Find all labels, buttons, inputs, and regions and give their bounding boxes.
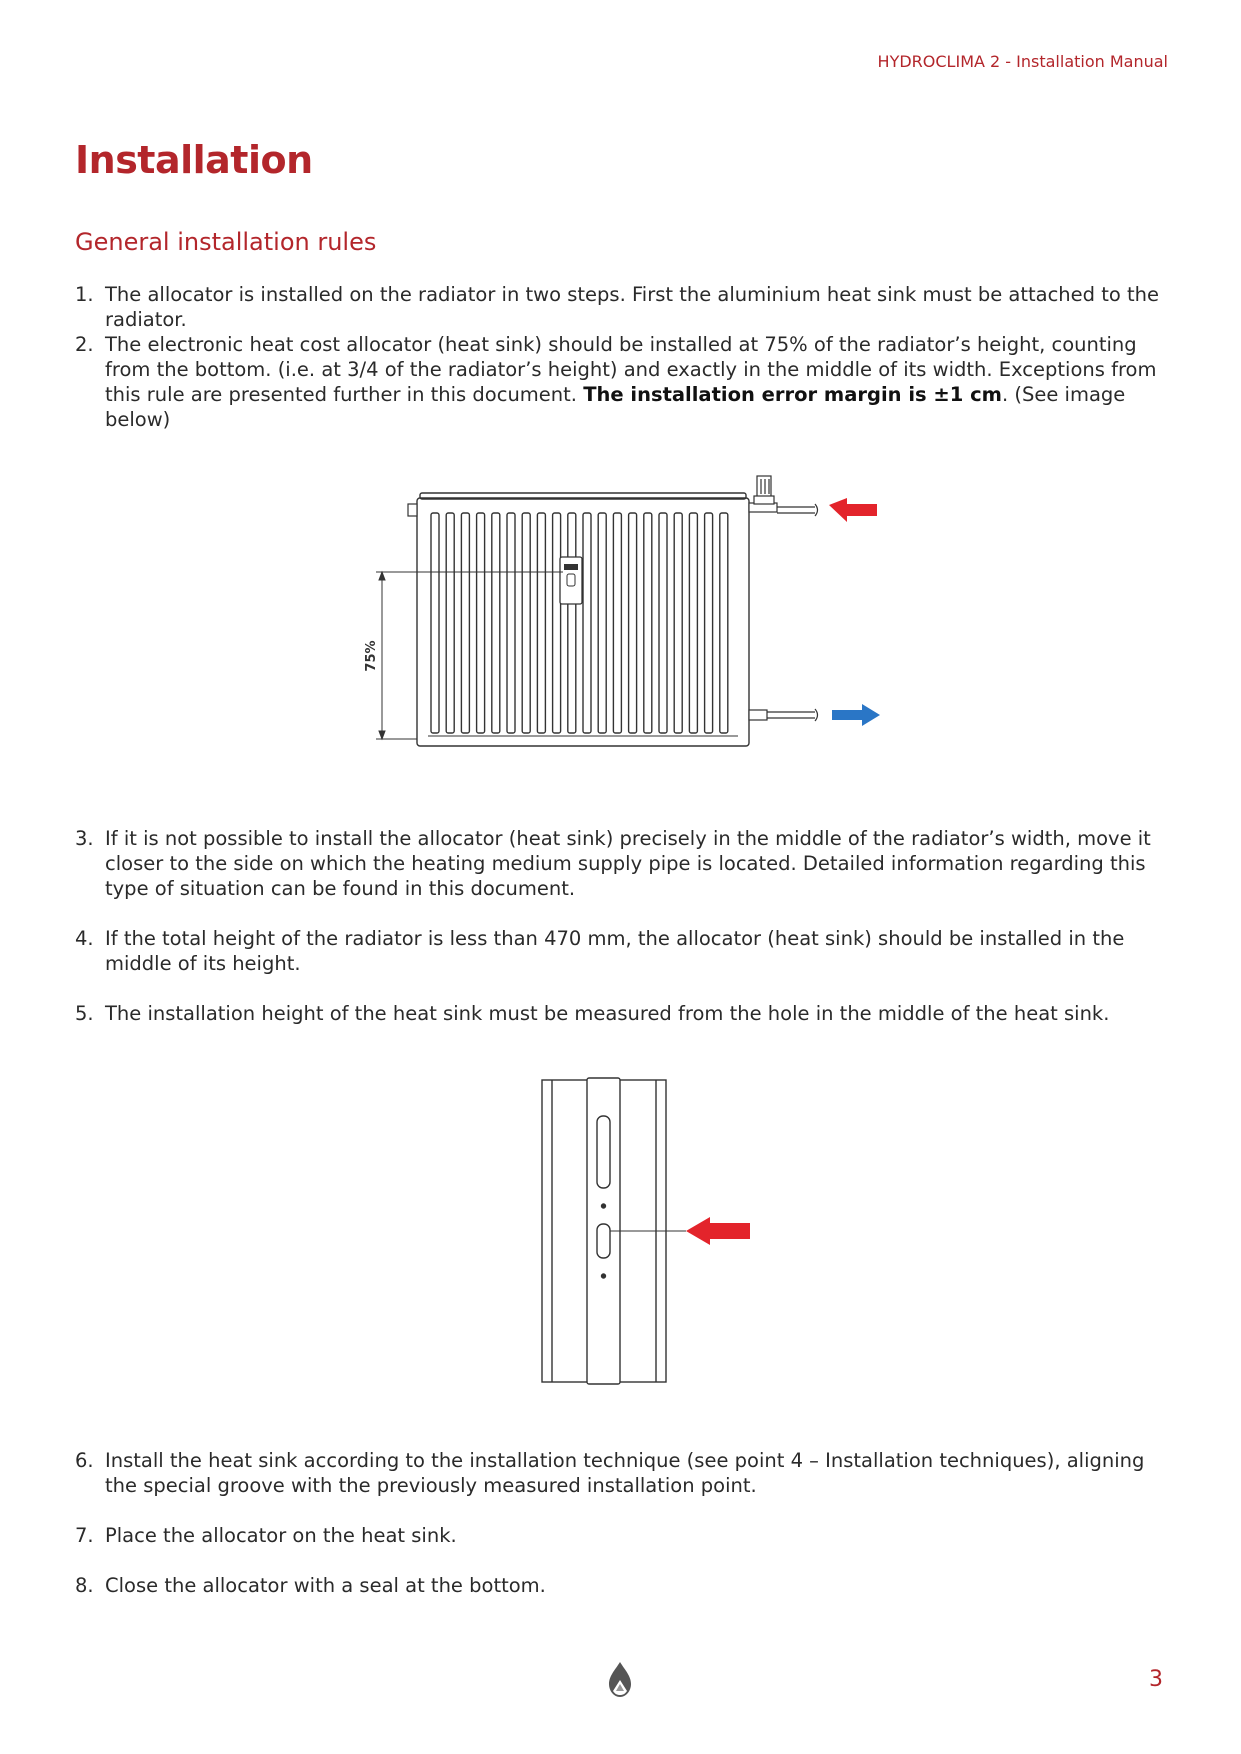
list-text: Close the allocator with a seal at the bottom. bbox=[105, 1574, 546, 1597]
heat-sink-diagram bbox=[540, 1070, 760, 1390]
list-number: 2. bbox=[75, 333, 94, 356]
radiator-fins bbox=[431, 513, 728, 733]
list-text: The electronic heat cost allocator (heat sink) should be installed at 75% of the radiator’s height, counting from the bottom. (i.e. at 3/4 of the radiator’s height) and exactly in the middle of its width. Exceptions from this rule are presented further in this document. bbox=[105, 333, 1157, 406]
list-text: The allocator is installed on the radiator in two steps. First the aluminium heat sink must be attached to the radiator. bbox=[105, 283, 1160, 331]
radiator-fin bbox=[522, 513, 530, 733]
list-item bbox=[75, 1448, 1175, 1498]
supply-arrow-icon bbox=[829, 498, 877, 522]
radiator-fin bbox=[446, 513, 454, 733]
list-item bbox=[75, 1523, 1175, 1548]
list-number: 8. bbox=[75, 1574, 94, 1597]
radiator-fin bbox=[629, 513, 637, 733]
return-pipe bbox=[749, 709, 818, 721]
dimension-label: 75% bbox=[364, 640, 379, 672]
list-text: If it is not possible to install the allocator (heat sink) precisely in the middle of the radiator’s width, move it closer to the side on which the heating medium supply pipe is located. Detailed information regarding this type of situation can be found in this document. bbox=[105, 827, 1151, 900]
radiator-fin bbox=[583, 513, 591, 733]
radiator-fin bbox=[644, 513, 652, 733]
brand-logo-icon bbox=[605, 1660, 635, 1700]
list-item bbox=[75, 282, 1175, 332]
list-text: The installation height of the heat sink must be measured from the hole in the middle of the heat sink. bbox=[105, 1002, 1110, 1025]
list-number: 3. bbox=[75, 827, 94, 850]
radiator-fin bbox=[477, 513, 485, 733]
radiator-fin bbox=[613, 513, 621, 733]
section-title: General installation rules bbox=[75, 228, 377, 256]
list-text: Place the allocator on the heat sink. bbox=[105, 1524, 457, 1547]
list-number: 7. bbox=[75, 1524, 94, 1547]
radiator-fin bbox=[568, 513, 576, 733]
return-arrow-icon bbox=[832, 704, 880, 726]
radiator-fin bbox=[705, 513, 713, 733]
radiator-fin bbox=[720, 513, 728, 733]
radiator-fin bbox=[431, 513, 439, 733]
measure-point-arrow-icon bbox=[686, 1217, 750, 1245]
list-item bbox=[75, 332, 1175, 432]
radiator-fin bbox=[659, 513, 667, 733]
radiator-fin bbox=[674, 513, 682, 733]
radiator-fin bbox=[461, 513, 469, 733]
radiator-fin bbox=[598, 513, 606, 733]
list-number: 1. bbox=[75, 283, 94, 306]
radiator-fin bbox=[553, 513, 561, 733]
page-title: Installation bbox=[75, 138, 313, 182]
list-number: 4. bbox=[75, 927, 94, 950]
error-margin-emphasis: The installation error margin is ±1 cm bbox=[583, 383, 1002, 406]
list-number: 6. bbox=[75, 1449, 94, 1472]
list-item bbox=[75, 826, 1175, 901]
list-item bbox=[75, 1573, 1175, 1598]
radiator-fin bbox=[507, 513, 515, 733]
list-item bbox=[75, 926, 1175, 976]
radiator-fin bbox=[537, 513, 545, 733]
list-text: If the total height of the radiator is less than 470 mm, the allocator (heat sink) should be installed in the middle of its height. bbox=[105, 927, 1125, 975]
list-text: Install the heat sink according to the installation technique (see point 4 – Installation techniques), aligning the special groove with the previously measured installation point. bbox=[105, 1449, 1145, 1497]
running-header: HYDROCLIMA 2 - Installation Manual bbox=[877, 52, 1168, 71]
valve-icon bbox=[749, 476, 818, 516]
radiator-fin bbox=[492, 513, 500, 733]
radiator-left-plug bbox=[408, 504, 417, 516]
heat-sink-slot bbox=[597, 1116, 610, 1188]
list-text-tail: . (See image below) bbox=[105, 383, 1126, 431]
allocator-device bbox=[560, 557, 582, 604]
heat-sink-hole bbox=[597, 1224, 610, 1258]
page-number: 3 bbox=[1149, 1667, 1163, 1692]
radiator-fin bbox=[689, 513, 697, 733]
list-item bbox=[75, 1001, 1175, 1026]
radiator-diagram bbox=[340, 460, 890, 760]
list-number: 5. bbox=[75, 1002, 94, 1025]
